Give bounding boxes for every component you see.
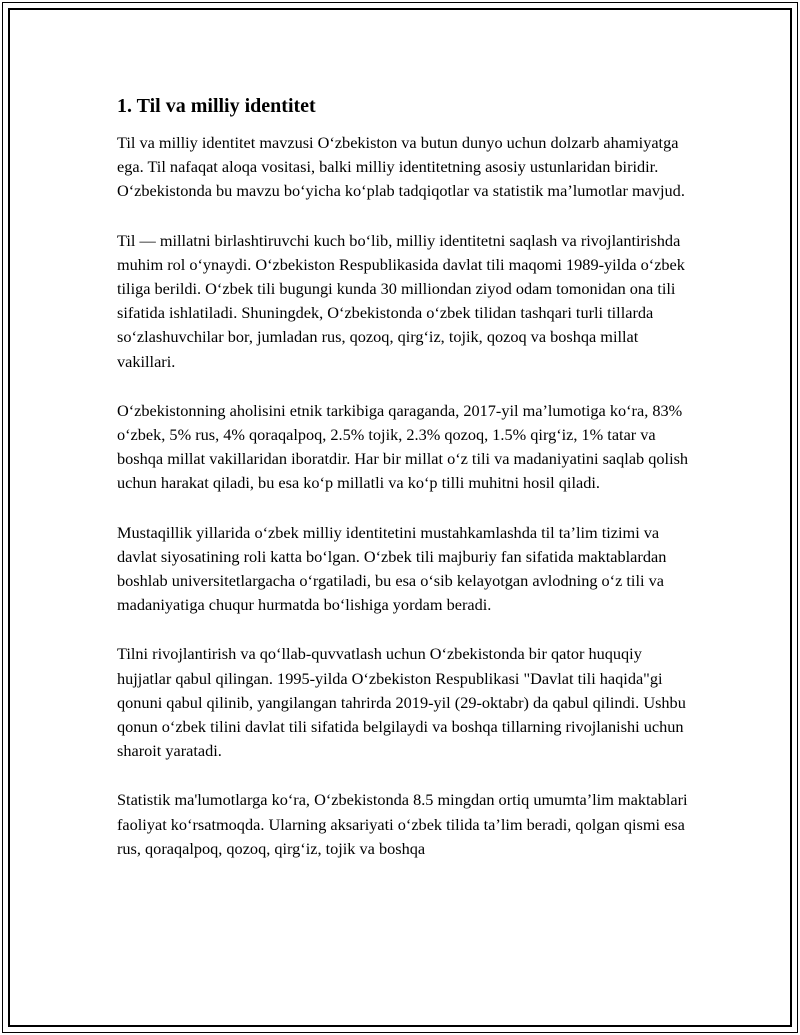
section-heading: 1. Til va milliy identitet bbox=[117, 95, 316, 117]
paragraph-2: Til — millatni birlashtiruvchi kuch bo‘lib, milliy identitetni saqlash va rivojlantirishda muhim rol o‘ynaydi. O‘zbekiston Respublikasida davlat tili maqomi 1989-yilda o‘zbek tiliga berildi. O‘zbek tili bugungi kunda 30 milliondan ziyod odam tomonidan ona tili sifatida ishlatiladi. Shuningdek, O‘zbekistonda o‘zbek tilidan tashqari turli tillarda so‘zlashuvchilar bor, jumladan rus, qozoq, qirg‘iz, tojik, qozoq va boshqa millat vakillari. bbox=[117, 230, 685, 371]
paragraph-3: O‘zbekistonning aholisini etnik tarkibiga qaraganda, 2017-yil ma’lumotiga ko‘ra, 83% o‘zbek, 5% rus, 4% qoraqalpoq, 2.5% tojik, 2.3% qozoq, 1.5% qirg‘iz, 1% tatar va boshqa millat vakillaridan iboratdir. Har bir millat o‘z tili va madaniyatini saqlab qolish uchun harakat qiladi, bu esa ko‘p millatli va ko‘p tilli muhitni hosil qiladi. bbox=[117, 400, 689, 493]
paragraph-4: Mustaqillik yillarida o‘zbek milliy identitetini mustahkamlashda til ta’lim tizimi va davlat siyosatining roli katta bo‘lgan. O‘zbek tili majburiy fan sifatida maktablardan boshlab universitetlargacha o‘rgatiladi, bu esa o‘sib kelayotgan avlodning o‘z tili va madaniyatiga chuqur hurmatda bo‘lishiga yordam beradi. bbox=[117, 522, 667, 615]
paragraph-6: Statistik ma'lumotlarga ko‘ra, O‘zbekistonda 8.5 mingdan ortiq umumta’lim maktablari faoliyat ko‘rsatmoqda. Ularning aksariyati o‘zbek tilida ta’lim beradi, qolgan qismi esa rus, qoraqalpoq, qozoq, qirg‘iz, tojik va boshqa bbox=[117, 790, 688, 858]
paragraph-1: Til va milliy identitet mavzusi O‘zbekiston va butun dunyo uchun dolzarb ahamiyatga ega. Til nafaqat aloqa vositasi, balki milliy identitetning asosiy ustunlaridan biridir. O‘zbekistonda bu mavzu bo‘yicha ko‘plab tadqiqotlar va statistik ma’lumotlar mavjud. bbox=[117, 133, 685, 201]
paragraph-5: Tilni rivojlantirish va qo‘llab-quvvatlash uchun O‘zbekistonda bir qator huquqiy hujjatlar qabul qilingan. 1995-yilda O‘zbekiston Respublikasi "Davlat tili haqida"gi qonuni qabul qilinib, yangilangan tahrirda 2019-yil (29-oktabr) da qabul qilindi. Ushbu qonun o‘zbek tilini davlat tili sifatida belgilaydi va boshqa tillarning rivojlanishi uchun sharoit yaratadi. bbox=[117, 644, 686, 761]
document-body bbox=[117, 92, 697, 886]
